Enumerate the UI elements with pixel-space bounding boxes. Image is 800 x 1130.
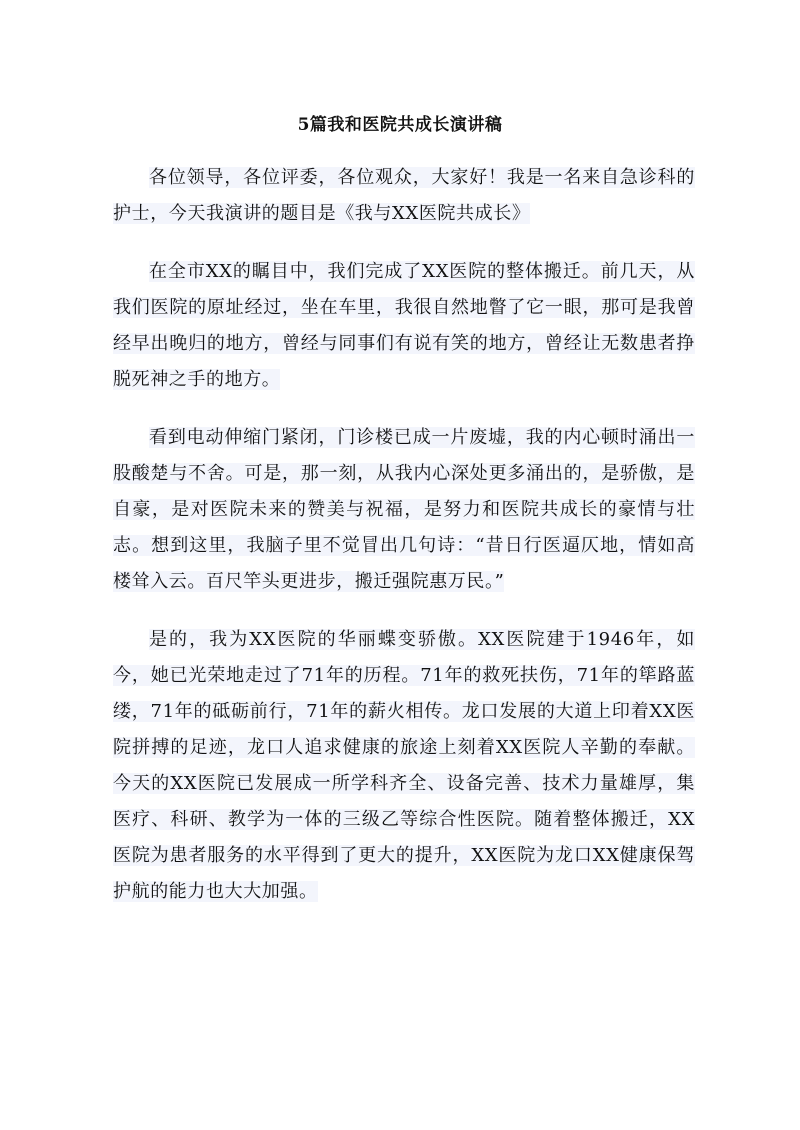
paragraph-relocation: [113, 254, 695, 398]
paragraph-reflection: [113, 420, 695, 600]
paragraph-greeting: [113, 160, 695, 232]
document-body: [113, 160, 695, 932]
paragraph-text: 各位领导，各位评委，各位观众，大家好！我是一名来自急诊科的护士，今天我演讲的题目是《我与XX医院共成长》: [113, 167, 695, 224]
paragraph-text: 是的，我为XX医院的华丽蝶变骄傲。XX医院建于1946年，如今，她已光荣地走过了71年的历程。71年的救死扶伤，71年的筚路蓝缕，71年的砥砺前行，71年的薪火相传。龙口发展的大道上印着XX医院拼搏的足迹，龙口人追求健康的旅途上刻着XX医院人辛勤的奉献。今天的XX医院已发展成一所学科齐全、设备完善、技术力量雄厚，集医疗、科研、教学为一体的三级乙等综合性医院。随着整体搬迁，XX医院为患者服务的水平得到了更大的提升，XX医院为龙口XX健康保驾护航的能力也大大加强。: [113, 629, 695, 902]
page-title: 5篇我和医院共成长演讲稿: [297, 115, 503, 135]
paragraph-hospital-history: [113, 622, 695, 910]
paragraph-text: 在全市XX的瞩目中，我们完成了XX医院的整体搬迁。前几天，从我们医院的原址经过，坐在车里，我很自然地瞥了它一眼，那可是我曾经早出晚归的地方，曾经与同事们有说有笑的地方，曾经让无数患者挣脱死神之手的地方。: [113, 261, 695, 390]
paragraph-text: 看到电动伸缩门紧闭，门诊楼已成一片废墟，我的内心顿时涌出一股酸楚与不舍。可是，那一刻，从我内心深处更多涌出的，是骄傲，是自豪，是对医院未来的赞美与祝福，是努力和医院共成长的豪情与壮志。想到这里，我脑子里不觉冒出几句诗：“昔日行医逼仄地，情如高楼耸入云。百尺竿头更进步，搬迁强院惠万民。”: [113, 427, 695, 592]
